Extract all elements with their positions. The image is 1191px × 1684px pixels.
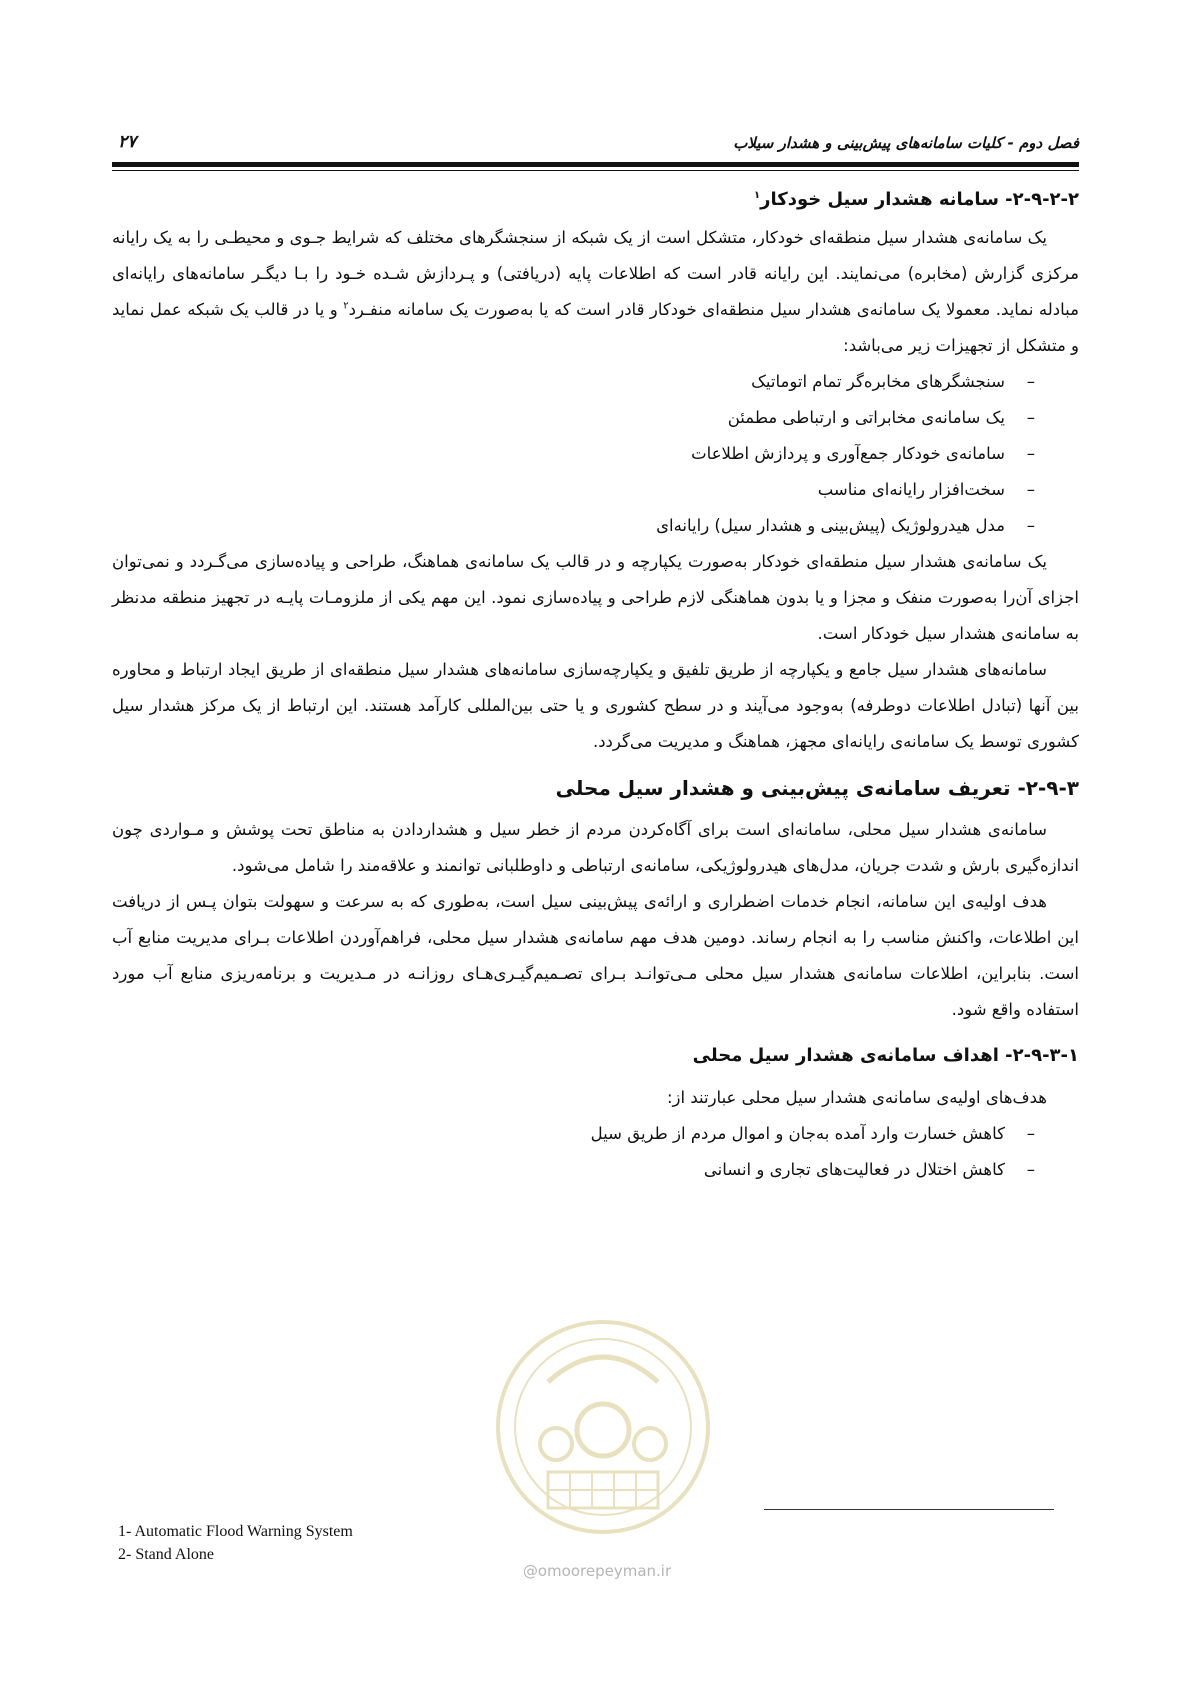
dash-bullet: –	[1026, 1124, 1035, 1143]
footnote-ref-2: ۲	[343, 300, 349, 312]
watermark-text: @omoorepeyman.ir	[522, 1562, 672, 1580]
section-heading-text: ۲-۹-۲-۲- سامانه هشدار سیل خودکار	[760, 189, 1079, 210]
paragraph	[112, 220, 1079, 364]
dash-bullet: –	[1026, 408, 1035, 427]
list-item	[112, 1152, 1035, 1188]
list-item-text: سخت‌افزار رایانه‌ای مناسب	[817, 480, 1005, 499]
list-item	[112, 472, 1035, 508]
dash-bullet: –	[1026, 444, 1035, 463]
list-item	[112, 1116, 1035, 1152]
paragraph: یک سامانه‌ی هشدار سیل منطقه‌ای خودکار به‌صورت یکپارچه و در قالب یک سامانه‌ی هماهنگ، طراحی و پیاده‌سازی می‌گـردد و نمی‌توان اجزای آن‌را به‌صورت منفک و مجزا و یا بدون هماهنگی لازم طراحی و پیاده‌سازی نمود. این مهم یکی از ملزومـات پایـه در تجهیز منطقه مدنظر به سامانه‌ی هشدار سیل خودکار است.	[112, 552, 1079, 643]
list-item-text: مدل هیدرولوژیک (پیش‌بینی و هشدار سیل) رایانه‌ای	[656, 516, 1005, 535]
page-header	[112, 128, 1079, 160]
page-body	[112, 178, 1079, 1188]
running-header-title: فصل دوم - کلیات سامانه‌های پیش‌بینی و هشدار سیلاب	[733, 134, 1079, 152]
paragraph: هدف‌های اولیه‌ی سامانه‌ی هشدار سیل محلی عبارتند از:	[666, 1088, 1047, 1107]
equipment-list	[112, 364, 1079, 544]
footnote-2: 2- Stand Alone	[118, 1546, 214, 1563]
list-item-text: سنجشگرهای مخابره‌گر تمام اتوماتیک	[751, 372, 1005, 391]
list-item-text: یک سامانه‌ی مخابراتی و ارتباطی مطمئن	[727, 408, 1005, 427]
list-item-text: کاهش خسارت وارد آمده به‌جان و اموال مردم از طریق سیل	[590, 1124, 1005, 1143]
footnote-1: 1- Automatic Flood Warning System	[118, 1523, 353, 1540]
section-heading-2-9-3: ۲-۹-۳- تعریف سامانه‌ی پیش‌بینی و هشدار سیل محلی	[555, 776, 1079, 800]
paragraph: سامانه‌ی هشدار سیل محلی، سامانه‌ای است برای آگاه‌کردن مردم از خطر سیل و هشداردادن به مناطق تحت پوشش و مـواردی چون اندازه‌گیری بارش و شدت جریان، مدل‌های هیدرولوژیکی، سامانه‌ی ارتباطی و داوطلبانی توانمند و علاقه‌مند را شامل می‌شود.	[112, 820, 1079, 875]
footnotes	[118, 1520, 353, 1566]
footnote-ref-1: ۱	[754, 190, 761, 201]
list-item	[112, 364, 1035, 400]
paragraph: هدف اولیه‌ی این سامانه، انجام خدمات اضطراری و ارائه‌ی پیش‌بینی سیل است، به‌طوری که به سرعت و سهولت بتوان پـس از دریافت این اطلاعات، واکنش مناسب را به انجام رساند. دومین هدف مهم سامانه‌ی هشدار سیل محلی، فراهم‌آوردن اطلاعات بـرای مدیریت منابع آب است. بنابراین، اطلاعات سامانه‌ی هشدار سیل محلی مـی‌توانـد بـرای تصـمیم‌گیـری‌هـای روزانـه در مـدیریت و برنامه‌ریزی منابع آب مورد استفاده واقع شود.	[112, 892, 1079, 1019]
list-item	[112, 400, 1035, 436]
list-item-text: کاهش اختلال در فعالیت‌های تجاری و انسانی	[703, 1160, 1005, 1179]
dash-bullet: –	[1026, 516, 1035, 535]
section-heading-2-9-3-1: ۲-۹-۳-۱- اهداف سامانه‌ی هشدار سیل محلی	[692, 1045, 1079, 1066]
header-rule-thick	[112, 162, 1079, 167]
dash-bullet: –	[1026, 372, 1035, 391]
dash-bullet: –	[1026, 1160, 1035, 1179]
dash-bullet: –	[1026, 480, 1035, 499]
list-item	[112, 436, 1035, 472]
watermark-seal-icon	[488, 1312, 718, 1572]
goals-list	[112, 1116, 1079, 1188]
paragraph-text: یک سامانه‌ی هشدار سیل منطقه‌ای خودکار، متشکل است از یک شبکه از سنجشگرهای مختلف که شرایط جـوی و محیطـی را به یک رایانه مرکزی گزارش (مخابره) می‌نمایند. این رایانه قادر است که اطلاعات پایه (دریافتی) و پـردازش شـده خـود را بـا دیگـر سامانه‌های رایانه‌ای مبادله نماید. معمولا یک سامانه‌ی هشدار سیل منطقه‌ای خودکار قادر است که یا به‌صورت یک سامانه منفـرد	[112, 228, 1079, 319]
paragraph-text: و یا در قالب یک شبکه عمل نماید و متشکل از تجهیزات زیر می‌باشد:	[112, 300, 1079, 355]
footnote-rule	[764, 1509, 1054, 1510]
section-heading-2-9-2-2	[112, 182, 1079, 218]
page-number: ۲۷	[118, 132, 137, 152]
header-rule-thin	[112, 170, 1079, 171]
paragraph: سامانه‌های هشدار سیل جامع و یکپارچه از طریق تلفیق و یکپارچه‌سازی سامانه‌های هشدار سیل منطقه‌ای از طریق ایجاد ارتباط و محاوره بین آنها (تبادل اطلاعات دوطرفه) به‌وجود می‌آیند و در سطح کشوری و یا حتی بین‌المللی کارآمد هستند. این ارتباط از یک مرکز هشدار سیل کشوری توسط یک سامانه‌ی رایانه‌ای مجهز، هماهنگ و مدیریت می‌گردد.	[112, 660, 1079, 751]
list-item	[112, 508, 1035, 544]
list-item-text: سامانه‌ی خودکار جمع‌آوری و پردازش اطلاعات	[691, 444, 1005, 463]
